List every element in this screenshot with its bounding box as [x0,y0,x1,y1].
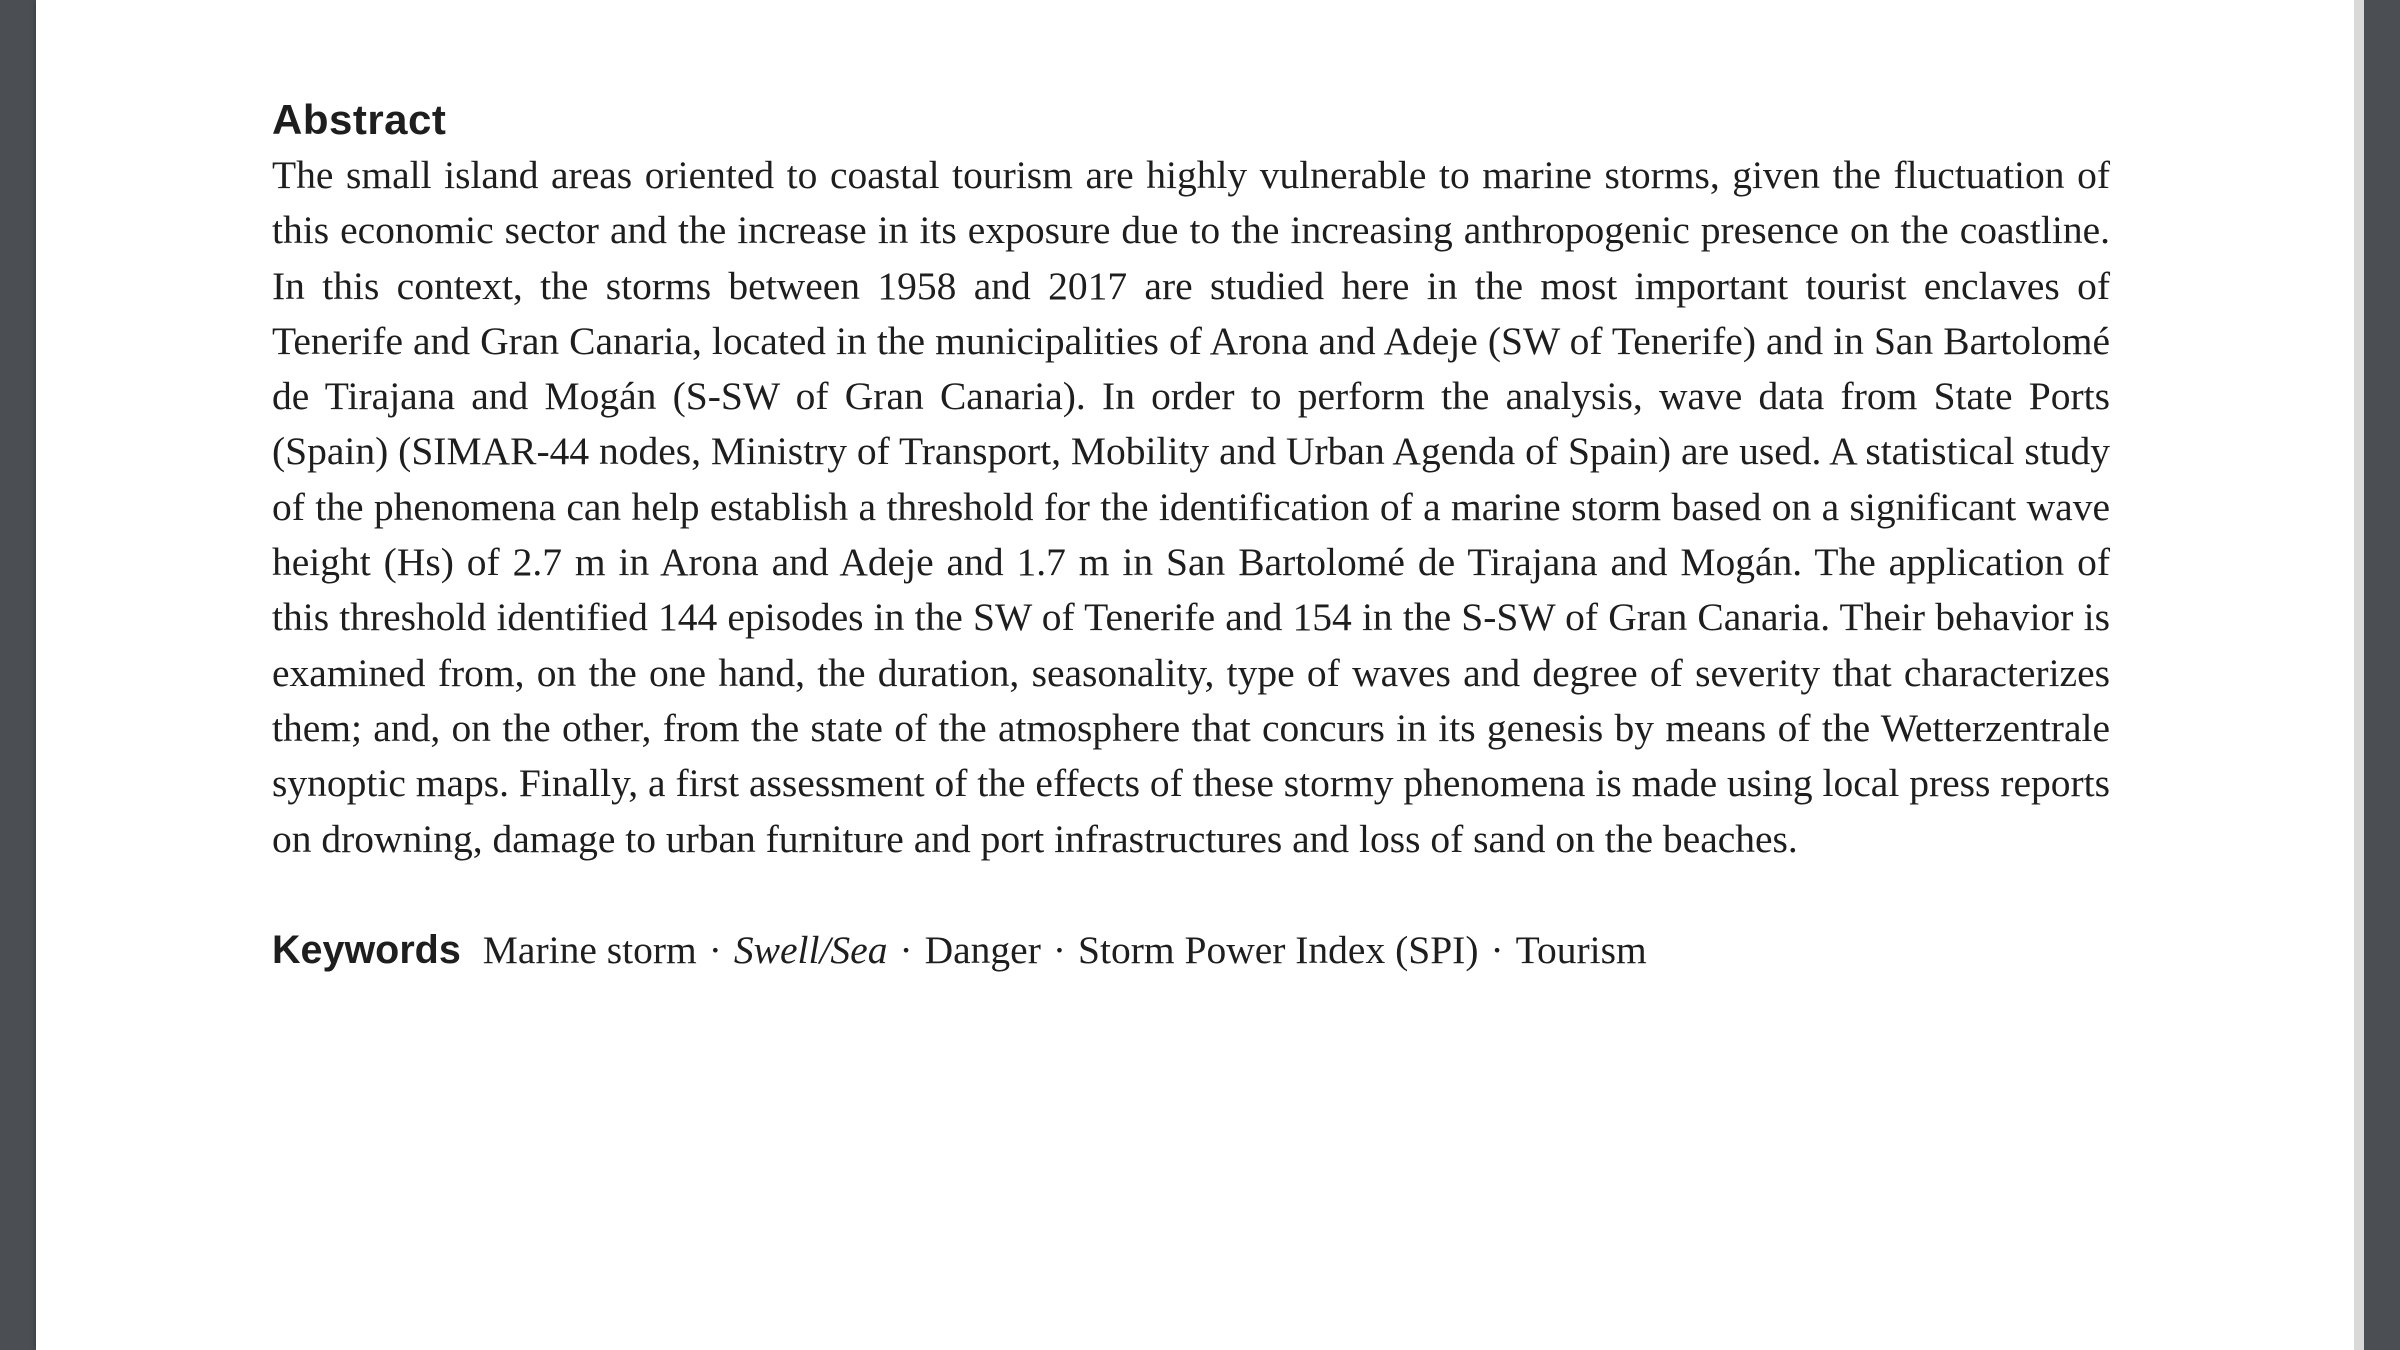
keyword-separator: · [1052,927,1067,972]
keyword-separator: · [899,927,913,972]
abstract-heading: Abstract [272,96,447,143]
keyword-separator: · [1490,927,1504,972]
abstract-text: The small island areas oriented to coastal tourism are highly vulnerable to marine storms, given the fluctuation of this economic sector and the increase in its exposure due to the increasing anthropogenic presence on the coastline. In this context, the storms between 1958 and 2017 are studied here in the most important tourist enclaves of Tenerife and Gran Canaria, located in the municipalities of Arona and Adeje (SW of Tenerife) and in San Bartolomé de Tirajana and Mogán (S-SW of Gran Canaria). In order to perform the analysis, wave data from State Ports (Spain) (SIMAR-44 nodes, Ministry of Transport, Mobility and Urban Agenda of Spain) are used. A statistical study of the phenomena can help establish a threshold for the identification of a marine storm based on a significant wave height (Hs) of 2.7 m in Arona and Adeje and 1.7 m in San Bartolomé de Tirajana and Mogán. The application of this threshold identified 144 episodes in the SW of Tenerife and 154 in the S-SW of Gran Canaria. Their behavior is examined from, on the one hand, the duration, seasonality, type of waves and degree of severity that characterizes them; and, on the other, from the state of the atmosphere that concurs in its genesis by means of the Wetterzentrale synoptic maps. Finally, a first assessment of the effects of these stormy phenomena is made using local press reports on drowning, damage to urban furniture and port infrastructures and loss of sand on the beaches. [272,153,2110,861]
abstract-section [272,96,2110,978]
keyword-item: Tourism [1515,927,1647,972]
document-page [36,0,2354,1350]
keywords-line [272,923,2110,978]
keyword-item: Danger [924,927,1041,972]
keyword-item: Marine storm [482,927,697,972]
keyword-item: Storm Power Index (SPI) [1078,927,1479,972]
keywords-label: Keywords [272,927,461,972]
keyword-item: Swell/Sea [733,927,888,972]
keyword-separator: · [708,927,722,972]
page-edge-shadow [2354,0,2364,1350]
